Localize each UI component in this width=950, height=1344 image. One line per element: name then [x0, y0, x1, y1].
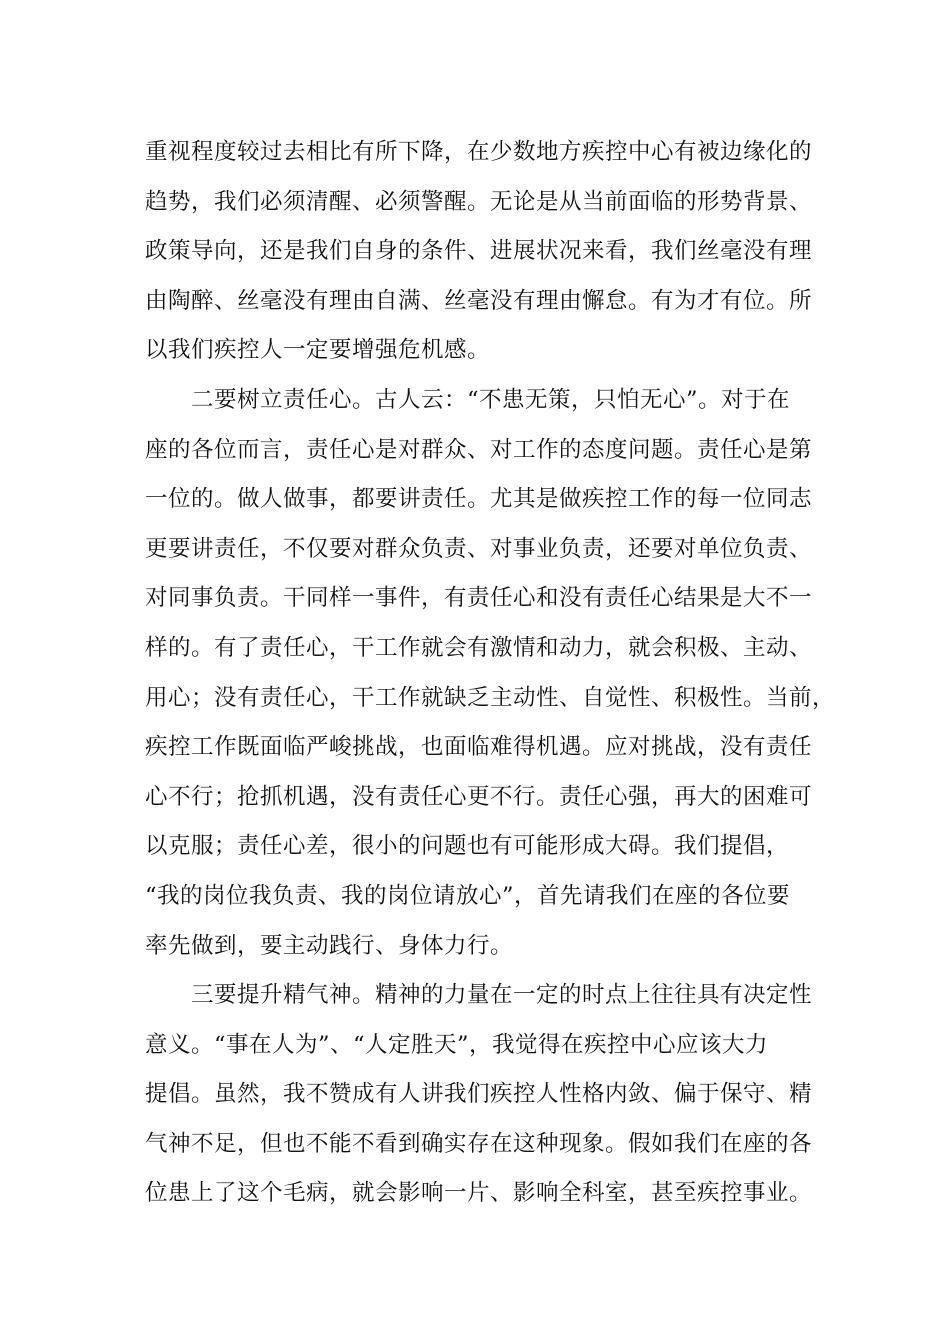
- text-line-5: 以我们疾控人一定要增强危机感。: [145, 337, 491, 364]
- text-line-6-paragraph-start: 二要树立责任心。古人云：“不患无策，只怕无心”。对于在: [191, 386, 791, 413]
- text-line-8: 一位的。做人做事，都要讲责任。尤其是做疾控工作的每一位同志: [145, 486, 813, 513]
- text-line-18-paragraph-start: 三要提升精气神。精神的力量在一定的时点上往往具有决定性: [191, 982, 813, 1009]
- text-line-10: 对同事负责。干同样一事件，有责任心和没有责任心结果是大不一: [145, 585, 813, 612]
- text-line-11: 样的。有了责任心，干工作就会有激情和动力，就会积极、主动、: [145, 634, 813, 661]
- text-line-9: 更要讲责任，不仅要对群众负责、对事业负责，还要对单位负责、: [145, 535, 813, 562]
- text-line-13: 疾控工作既面临严峻挑战，也面临难得机遇。应对挑战，没有责任: [145, 734, 813, 761]
- text-line-22: 位患上了这个毛病，就会影响一片、影响全科室，甚至疾控事业。: [145, 1180, 813, 1207]
- text-line-7: 座的各位而言，责任心是对群众、对工作的态度问题。责任心是第: [145, 436, 813, 463]
- text-line-2: 趋势，我们必须清醒、必须警醒。无论是从当前面临的形势背景、: [145, 188, 813, 215]
- text-line-12: 用心；没有责任心，干工作就缺乏主动性、自觉性、积极性。当前，: [145, 684, 836, 711]
- text-line-15: 以克服；责任心差，很小的问题也有可能形成大碍。我们提倡，: [145, 833, 790, 860]
- text-line-3: 政策导向，还是我们自身的条件、进展状况来看，我们丝毫没有理: [145, 238, 813, 265]
- text-line-17: 率先做到，要主动践行、身体力行。: [145, 932, 514, 959]
- text-line-16: “我的岗位我负责、我的岗位请放心”，首先请我们在座的各位要: [145, 882, 791, 909]
- document-body: [145, 128, 836, 1219]
- text-line-20: 提倡。虽然，我不赞成有人讲我们疾控人性格内敛、偏于保守、精: [145, 1081, 813, 1108]
- text-line-4: 由陶醉、丝毫没有理由自满、丝毫没有理由懈怠。有为才有位。所: [145, 287, 813, 314]
- text-line-21: 气神不足，但也不能不看到确实存在这种现象。假如我们在座的各: [145, 1130, 813, 1157]
- text-line-19: 意义。“事在人为”、“人定胜天”，我觉得在疾控中心应该大力: [145, 1031, 769, 1058]
- text-line-1: 重视程度较过去相比有所下降，在少数地方疾控中心有被边缘化的: [145, 139, 813, 165]
- text-line-14: 心不行；抢抓机遇，没有责任心更不行。责任心强，再大的困难可: [145, 783, 813, 810]
